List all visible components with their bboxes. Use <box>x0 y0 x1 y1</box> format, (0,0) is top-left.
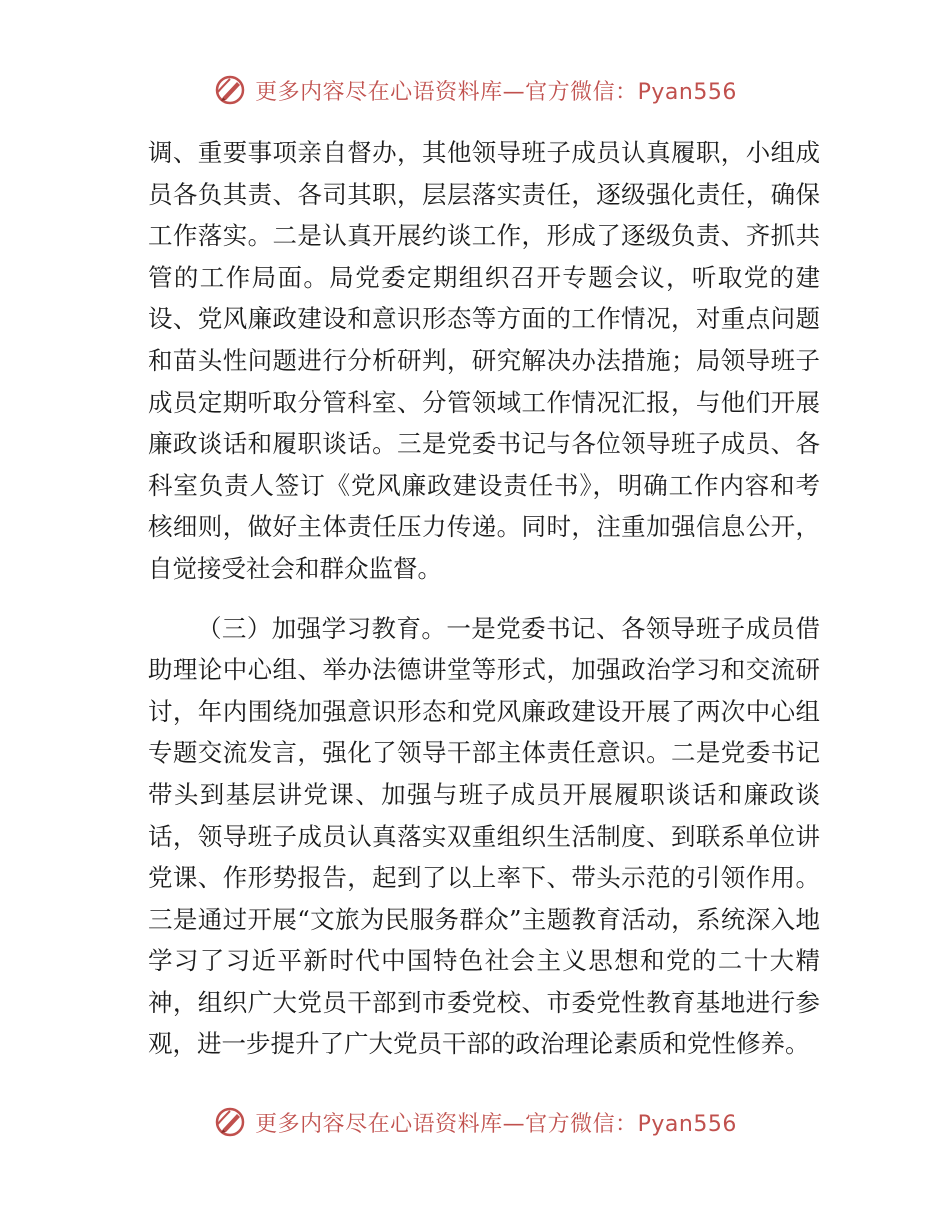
pen-logo-icon <box>213 1105 247 1139</box>
header-watermark-text: 更多内容尽在心语资料库—官方微信：Pyan556 <box>255 79 737 105</box>
footer-watermark <box>0 1100 950 1144</box>
pen-logo-icon <box>213 73 247 107</box>
header-watermark <box>0 68 950 112</box>
body-paragraph: 调、重要事项亲自督办，其他领导班子成员认真履职，小组成员各负其责、各司其职，层层落实责任，逐级强化责任，确保工作落实。二是认真开展约谈工作，形成了逐级负责、齐抓共管的工作局面。局党委定期组织召开专题会议，听取党的建设、党风廉政建设和意识形态等方面的工作情况，对重点问题和苗头性问题进行分析研判，研究解决办法措施；局领导班子成员定期听取分管科室、分管领域工作情况汇报，与他们开展廉政谈话和履职谈话。三是党委书记与各位领导班子成员、各科室负责人签订《党风廉政建设责任书》，明确工作内容和考核细则，做好主体责任压力传递。同时，注重加强信息公开，自觉接受社会和群众监督。 <box>148 138 820 583</box>
footer-watermark-text: 更多内容尽在心语资料库—官方微信：Pyan556 <box>255 1111 737 1137</box>
document-body <box>148 132 820 1065</box>
body-paragraph: （三）加强学习教育。一是党委书记、各领导班子成员借助理论中心组、举办法德讲堂等形式，加强政治学习和交流研讨，年内围绕加强意识形态和党风廉政建设开展了两次中心组专题交流发言，强化了领导干部主体责任意识。二是党委书记带头到基层讲党课、加强与班子成员开展履职谈话和廉政谈话，领导班子成员认真落实双重组织生活制度、到联系单位讲党课、作形势报告，起到了以上率下、带头示范的引领作用。三是通过开展“文旅为民服务群众”主题教育活动，系统深入地学习了习近平新时代中国特色社会主义思想和党的二十大精神，组织广大党员干部到市委党校、市委党性教育基地进行参观，进一步提升了广大党员干部的政治理论素质和党性修养。 <box>148 613 820 1059</box>
